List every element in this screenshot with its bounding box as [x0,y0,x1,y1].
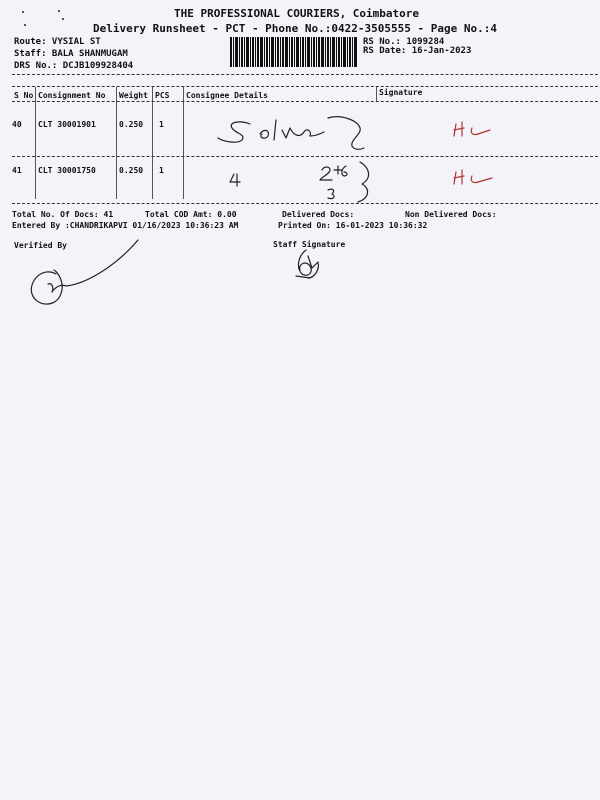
rule [12,101,598,102]
scan-mark [24,24,26,26]
column-divider [376,87,377,101]
drs-number: DRS No.: DCJB109928404 [14,61,134,71]
entered-by: Entered By :CHANDRIKAPVI 01/16/2023 10:36:23 AM [12,221,239,230]
scan-mark [58,10,60,12]
runsheet-title: Delivery Runsheet - PCT - Phone No.:0422-3505555 - Page No.:4 [93,22,497,35]
scan-mark [62,18,64,20]
total-cod: Total COD Amt: 0.00 [145,210,237,219]
rs-number: RS No.: 1099284 [363,37,445,47]
rule [12,156,598,157]
delivery-signature-row-40 [450,118,500,140]
col-header-weight: Weight [119,91,148,100]
col-header-signature: Signature [379,88,423,97]
delivered-docs: Delivered Docs: [282,210,355,219]
consignee-note-row-41 [220,158,380,204]
col-header-consignment: Consignment No [38,91,106,100]
col-header-sno: S No [14,91,34,100]
staff-label: Staff: BALA SHANMUGAM [14,49,128,59]
row-41-consignment: CLT 30001750 [38,166,96,175]
scan-mark [22,11,24,13]
verifier-signature [26,232,146,312]
route-label: Route: VYSIAL ST [14,37,101,47]
row-41-pcs: 1 [159,166,164,175]
col-header-consignee: Consignee Details [186,91,268,100]
rs-date: RS Date: 16-Jan-2023 [363,46,472,56]
staff-signature-label: Staff Signature [273,240,346,249]
delivery-signature-row-41 [450,166,500,188]
column-divider [116,87,117,199]
row-41-weight: 0.250 [119,166,144,175]
consignee-signature-row-40 [210,112,370,152]
verified-by-label: Verified By [14,241,67,250]
staff-signature [288,248,324,282]
total-docs: Total No. Of Docs: 41 [12,210,114,219]
company-title: THE PROFESSIONAL COURIERS, Coimbatore [174,7,420,20]
row-40-sno: 40 [12,120,22,129]
column-divider [152,87,153,199]
row-40-pcs: 1 [159,120,164,129]
row-40-weight: 0.250 [119,120,144,129]
row-40-consignment: CLT 30001901 [38,120,96,129]
row-41-sno: 41 [12,166,22,175]
column-divider [35,87,36,199]
column-divider [183,87,184,199]
rule [12,74,598,75]
barcode [230,37,358,67]
printed-on: Printed On: 16-01-2023 10:36:32 [278,221,428,230]
col-header-pcs: PCS [155,91,170,100]
rule [12,86,598,87]
non-delivered-docs: Non Delivered Docs: [405,210,497,219]
